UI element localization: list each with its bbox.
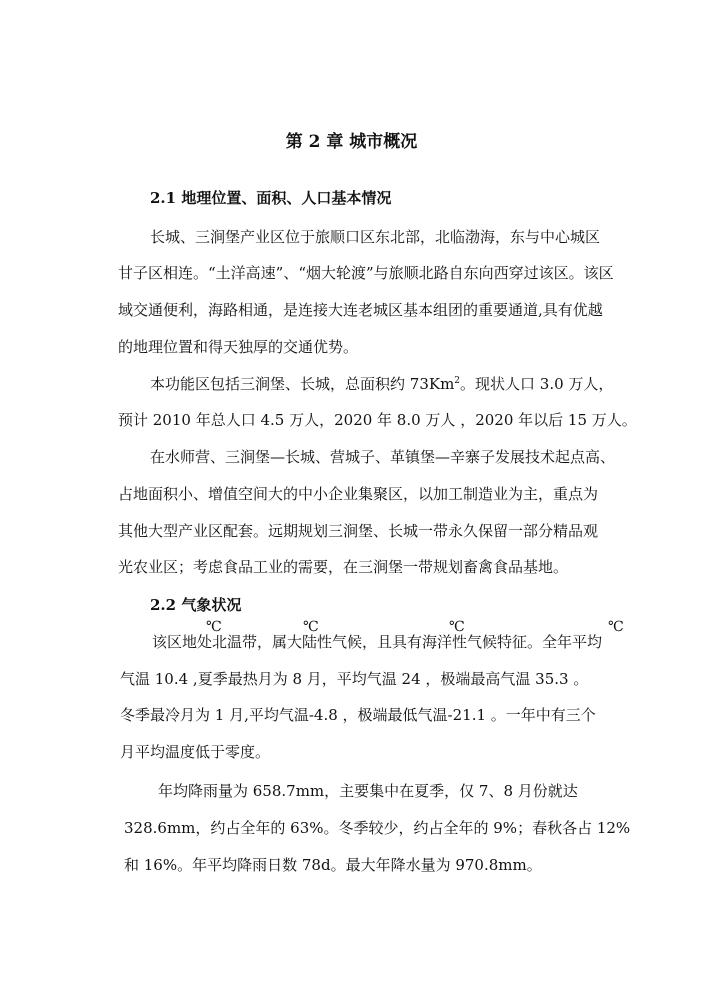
paragraph-line: 长城、三涧堡产业区位于旅顺口区东北部，北临渤海，东与中心城区 (150, 228, 601, 246)
paragraph-line: 占地面积小、增值空间大的中小企业集聚区，以加工制造业为主，重点为 (118, 485, 599, 503)
paragraph-line: 气温 10.4 ,夏季最热月为 8 月，平均气温 24 ，极端最高气温 35.3 。 (120, 670, 589, 688)
section-heading-2-1: 2.1 地理位置、面积、人口基本情况 (150, 189, 392, 207)
paragraph-line: 其他大型产业区配套。远期规划三涧堡、长城一带永久保留一部分精品观 (118, 522, 599, 540)
paragraph-line: 的地理位置和得天独厚的交通优势。 (118, 338, 359, 356)
paragraph-line: 预计 2010 年总人口 4.5 万人，2020 年 8.0 万人 ，2020 年以后 15 万人。 (118, 411, 637, 429)
area-text: 本功能区包括三涧堡、长城，总面积约 73Km (150, 375, 455, 393)
paragraph-line: 和 16%。年平均降雨日数 78d。最大年降水量为 970.8mm。 (124, 856, 542, 874)
chapter-title: 第 2 章 城市概况 (285, 132, 418, 152)
degree-symbol: ℃ (449, 619, 465, 635)
degree-symbol: ℃ (303, 619, 319, 635)
paragraph-line: 年均降雨量为 658.7mm，主要集中在夏季，仅 7、8 月份就达 (158, 782, 578, 800)
paragraph-line: 328.6mm，约占全年的 63%。冬季较少，约占全年的 9%；春秋各占 12% (124, 819, 631, 837)
paragraph-line: 甘子区相连。“土洋高速”、“烟大轮渡”与旅顺北路自东向西穿过该区。该区 (118, 264, 614, 282)
paragraph-line: 该区地处北温带，属大陆性气候，且具有海洋性气候特征。全年平均 (152, 633, 603, 651)
degree-symbol: ℃ (206, 619, 222, 635)
paragraph-line (150, 374, 613, 394)
population-text: 。现状人口 3.0 万人， (460, 375, 614, 393)
paragraph-line: 在水师营、三涧堡—长城、营城子、革镇堡—辛寨子发展技术起点高、 (150, 448, 616, 466)
paragraph-line: 冬季最冷月为 1 月,平均气温-4.8 ，极端最低气温-21.1 。一年中有三个 (120, 706, 596, 724)
paragraph-line: 光农业区；考虑食品工业的需要，在三涧堡一带规划畜禽食品基地。 (118, 558, 569, 576)
paragraph-line: 月平均温度低于零度。 (120, 743, 271, 761)
degree-symbol: ℃ (608, 619, 624, 635)
superscript-2: 2 (454, 376, 461, 386)
section-heading-2-2: 2.2 气象状况 (150, 596, 242, 614)
paragraph-line: 域交通便利，海路相通，是连接大连老城区基本组团的重要通道,具有优越 (118, 301, 603, 319)
